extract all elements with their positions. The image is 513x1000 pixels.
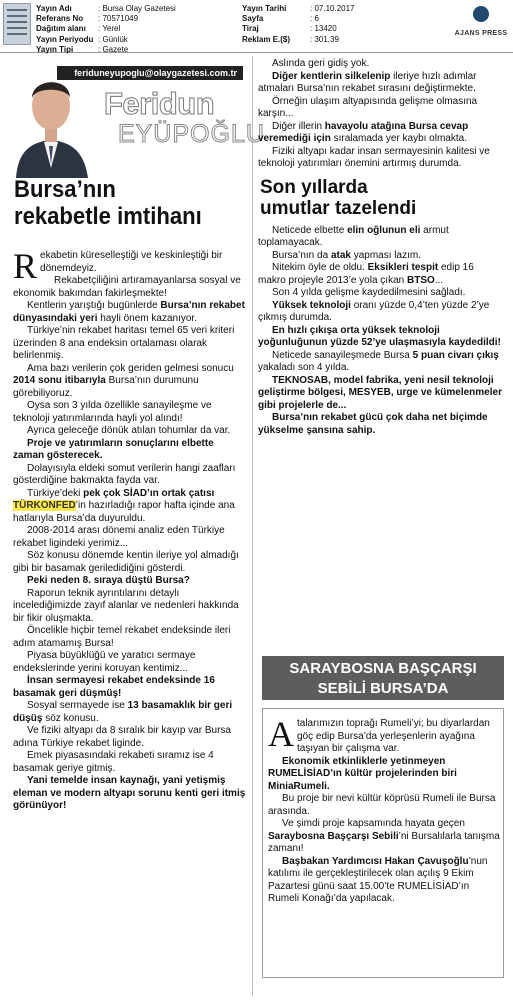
meta-left: Yayın Adı : Bursa Olay Gazetesi Referans No : 70571049 Dağıtım alanı : Yerel Yayın Periyodu : Günlük Yayın Tipi : Gazete [36, 4, 176, 54]
paragraph: Sosyal sermayede ise 13 basamaklık bir geri düşüş söz konusu. [13, 700, 233, 724]
paragraph: Diğer kentlerin silkelenip ileriye hızlı adımlar atmaları Bursa’nın rekabet sırasını değiştirmekte. [258, 70, 477, 94]
ajans-press-logo: AJANS PRESS [452, 6, 510, 40]
paragraph: Ve fiziki altyapı da 8 sıralık bir kayıp var Bursa adına Türkiye rekabet liginde. [13, 725, 231, 749]
meta-right: Yayın Tarihi : 07.10.2017 Sayfa : 6 Tiraj : 13420 Reklam E.($) : 301,39 [242, 4, 355, 44]
paragraph: Ve şimdi proje kapsamında hayata geçen Saraybosna Başçarşı Sebili’ni Bursalılarla tanışma zamanı! [268, 818, 500, 854]
paragraph: Ayrıca geleceğe dönük atılan tohumlar da var. [27, 425, 231, 436]
paragraph: Rekabetçiliğini artıramayanlarsa sosyal ve ekonomik bakımdan fakirleşmekte! [13, 275, 241, 299]
paragraph: Emek piyasasındaki rekabeti sıramız ise 4 basamak geriye gitmiş. [13, 750, 214, 774]
paragraph: Ama bazı verilerin çok geriden gelmesi sonucu 2014 sonu itibarıyla Bursa’nın durumunu görebiliyoruz. [13, 362, 234, 399]
headline: Bursa’nın rekabetle imtihanı [14, 176, 202, 230]
paragraph: En hızlı çıkışa orta yüksek teknoloji yoğunluğunun yüzde 52’ye ulaşmasıyla kaydedildi! [258, 324, 501, 348]
paragraph: Yani temelde insan kaynağı, yani yetişmiş eleman ve modern altyapı sorunu kenti geri itmiş görünüyor! [13, 775, 246, 811]
paragraph: Bu proje bir nevi kültür köprüsü Rumeli ile Bursa arasında. [268, 793, 496, 817]
paragraph: İnsan sermayesi rekabet endeksinde 16 basamak geri düşmüş! [13, 675, 215, 699]
paragraph: Kentlerin yarıştığı bugünlerde Bursa’nın rekabet dünyasındaki yeri hayli önem kazanıyor. [13, 300, 245, 324]
sidebar-box-text [268, 714, 500, 906]
paragraph: Neticede elbette elin oğlunun eli armut toplamayacak. [258, 224, 449, 248]
paragraph: Türkiye’nin rekabet haritası temel 65 veri kriteri üzerinden 8 ana endeksin ortalaması olarak belirlenmiş. [13, 325, 235, 361]
paragraph: Dolayısıyla eldeki somut verilerin hangi zaafları gösterdiğine bakmakta fayda var. [13, 462, 236, 486]
author-last-name: EYÜPOĞLU [118, 120, 265, 148]
paragraph: Raporun teknik ayrıntılarını detaylı incelediğimizde zayıf alanlar ve nedenleri hakkında bir fikir oluşmakta. [13, 587, 239, 624]
subheading: Son yıllarda umutlar tazelendi [260, 176, 417, 219]
paragraph: TEKNOSAB, model fabrika, yeni nesil teknoloji geliştirme bölgesi, MESYEB, urge ve kümelenmeler gibi projelerle de... [258, 374, 502, 411]
paragraph: Türkiye’deki pek çok SİAD’ın ortak çatısı TÜRKONFED’in hazırladığı rapor hafta içinde ana hatlarıyla Bursa’da duyuruldu. [13, 487, 235, 524]
paragraph: Başbakan Yardımcısı Hakan Çavuşoğlu’nun katılımı ile gerçekleştirilecek olan açılış 9 Ekim Pazartesi günü saat 15.00’te RUMELİSİAD’ın Rumeli Konağı’da yapılacak. [268, 855, 488, 904]
paragraph: Aslında geri gidiş yok. [272, 58, 370, 69]
paragraph: Bursa’nın da atak yapması lazım. [272, 249, 421, 261]
paragraph: 2008-2014 arası dönemi analiz eden Türkiye rekabet ligindeki yerimiz... [13, 525, 225, 549]
paragraph: Proje ve yatırımların sonuçlarını elbette zaman gösterecek. [13, 437, 214, 461]
author-email: feriduneyupoglu@olaygazetesi.com.tr [57, 66, 243, 80]
paragraph: Oysa son 3 yılda özellikle sanayileşme ve teknoloji yatırımlarında hayli yol alındı! [13, 400, 212, 424]
paragraph: Örneğin ulaşım altyapısında gelişme olmasına karşın... [258, 95, 478, 119]
paragraph: Son 4 yılda gelişme kaydedilmesini sağladı. [272, 287, 466, 298]
paragraph: Atalarımızın toprağı Rumeli’yi; bu diyarlardan göç edip Bursa’da yerleşenlerin ayağına taşıyan bir çalışma var. [268, 714, 490, 754]
paragraph: Neticede sanayileşmede Bursa 5 puan civarı çıkış yakaladı son 4 yılda. [258, 349, 499, 373]
paragraph: Yüksek teknoloji oranı yüzde 0,4’ten yüzde 2’ye çıkmış durumda. [258, 299, 490, 323]
paragraph: Bursa’nın rekabet gücü çok daha net biçimde yükselme şansına sahip. [258, 412, 488, 436]
paragraph: Söz konusu dönemde kentin ileriye yol almadığı gibi bir basamak geriledidiğini gösterdi. [13, 550, 239, 574]
box-banner: SARAYBOSNA BAŞÇARŞI SEBİLİ BURSA’DA [262, 656, 504, 700]
page-thumbnail [3, 3, 31, 45]
left-column [13, 246, 247, 813]
paragraph: Ekonomik etkinliklerle yetinmeyen RUMELİSİAD’ın kültür projelerinden biri MiniaRumeli. [268, 755, 457, 792]
author-first-name: Feridun [104, 86, 215, 121]
paragraph: Peki neden 8. sıraya düştü Bursa? [27, 575, 190, 586]
paragraph: Nitekim öyle de oldu. Eksikleri tespit edip 16 makro projeyle 2013’e yola çıkan BTSO... [258, 262, 474, 286]
paragraph: Diğer illerin havayolu atağına Bursa cevap veremediği için sıralamada yer kaybı olmakta. [258, 120, 469, 144]
press-clipping-header [0, 0, 513, 53]
logo-globe-icon [473, 6, 489, 22]
column-divider [252, 56, 253, 996]
right-column [258, 58, 504, 437]
paragraph: Öncelikle hiçbir temel rekabet endeksinde ileri adım atamamış Bursa! [13, 625, 231, 649]
highlighted-text: TÜRKONFED [13, 500, 76, 511]
paragraph: Piyasa büyüklüğü ve yaratıcı sermaye endekslerinde yerini koruyan kentimiz... [13, 650, 196, 674]
paragraph: Fiziki altyapı kadar insan sermayesinin kalitesi ve teknoloji yatırımları önemini artırmış durumda. [258, 145, 490, 169]
paragraph: Rekabetin küreselleştiği ve keskinleştiği bir dönemdeyiz. [13, 246, 223, 286]
